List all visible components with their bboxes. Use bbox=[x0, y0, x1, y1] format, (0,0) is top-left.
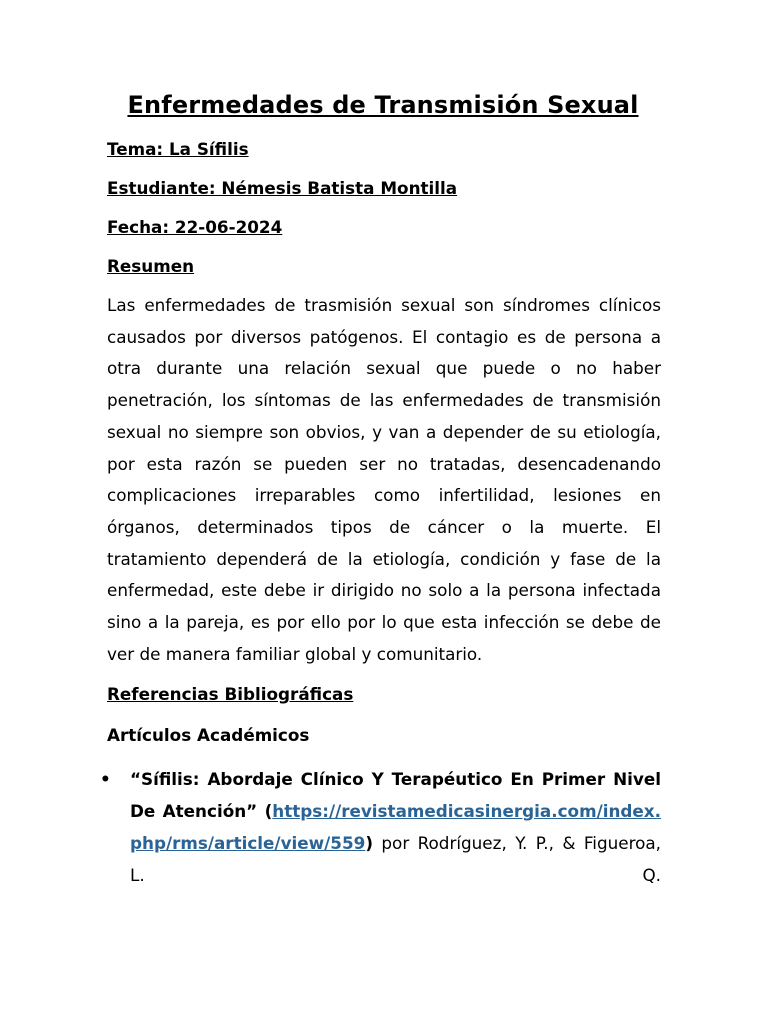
topic-line: Tema: La Sífilis bbox=[107, 139, 249, 159]
reference-close-paren: ) bbox=[365, 832, 373, 853]
student-line: Estudiante: Némesis Batista Montilla bbox=[107, 178, 458, 198]
articles-heading: Artículos Académicos bbox=[107, 725, 310, 746]
document-page bbox=[100, 88, 661, 891]
date-line: Fecha: 22-06-2024 bbox=[107, 217, 283, 237]
reference-item bbox=[100, 764, 661, 891]
reference-title: “Sífilis: Abordaje Clínico Y Terapéutico En Primer Nivel De Atención” bbox=[130, 769, 661, 822]
reference-open-paren: ( bbox=[257, 801, 273, 822]
abstract-heading: Resumen bbox=[107, 256, 195, 276]
abstract-text: Las enfermedades de trasmisión sexual son síndromes clínicos causados por diversos patógenos. El contagio es de persona a otra durante una relación sexual que puede o no haber penetración, los síntomas de las enfermedades de transmisión sexual no siempre son obvios, y van a depender de su etiología, por esta razón se pueden ser no tratadas, desencadenando complicaciones irreparables como infertilidad, lesiones en órganos, determinados tipos de cáncer o la muerte. El tratamiento dependerá de la etiología, condición y fase de la enfermedad, este debe ir dirigido no solo a la persona infectada sino a la pareja, es por ello por lo que esta infección se debe de ver de manera familiar global y comunitario. bbox=[107, 295, 661, 664]
document-title: Enfermedades de Transmisión Sexual bbox=[127, 91, 639, 119]
reference-list bbox=[100, 764, 661, 891]
references-heading: Referencias Bibliográficas bbox=[107, 684, 354, 705]
bullet-icon: • bbox=[100, 769, 111, 790]
reference-authors: por Rodríguez, Y. P., & Figueroa, L. Q. bbox=[130, 832, 661, 885]
reference-link[interactable]: https://revistamedicasinergia.com/index.php/rms/article/view/559 bbox=[130, 801, 661, 853]
